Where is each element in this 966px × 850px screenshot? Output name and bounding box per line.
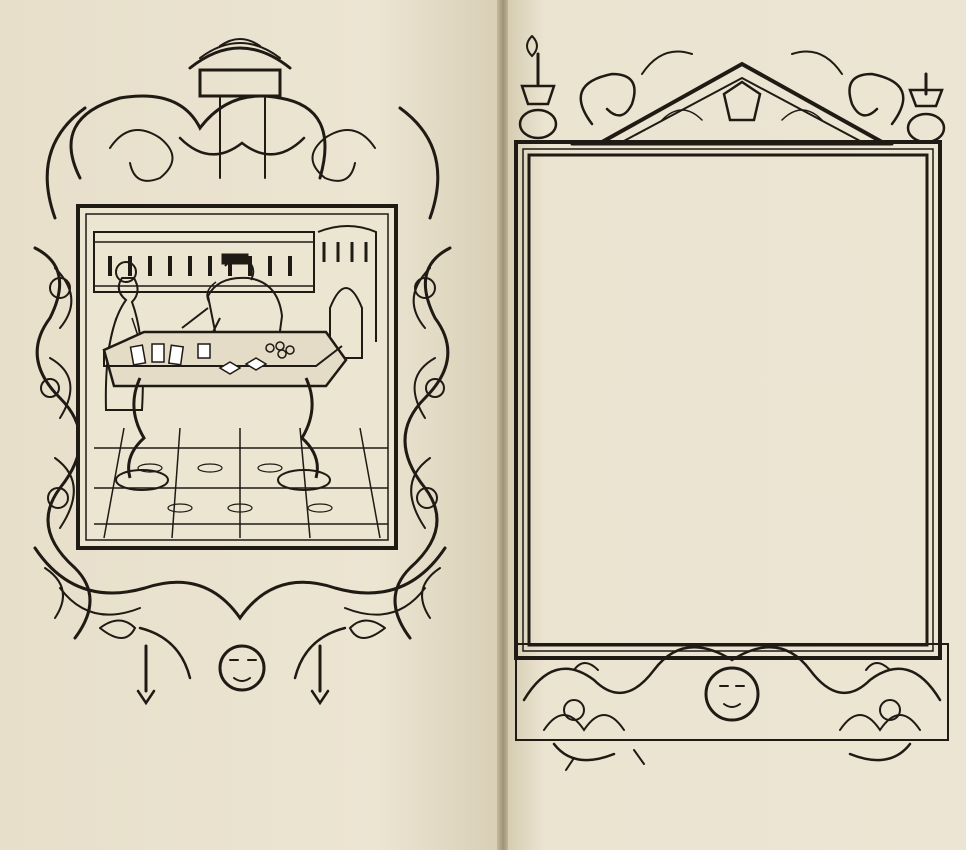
verse-frame	[514, 140, 942, 660]
woodcut-illustration	[20, 28, 465, 718]
verse-text-block	[536, 162, 920, 638]
foliage-ornament	[514, 640, 950, 775]
pediment-ornament	[512, 24, 952, 154]
